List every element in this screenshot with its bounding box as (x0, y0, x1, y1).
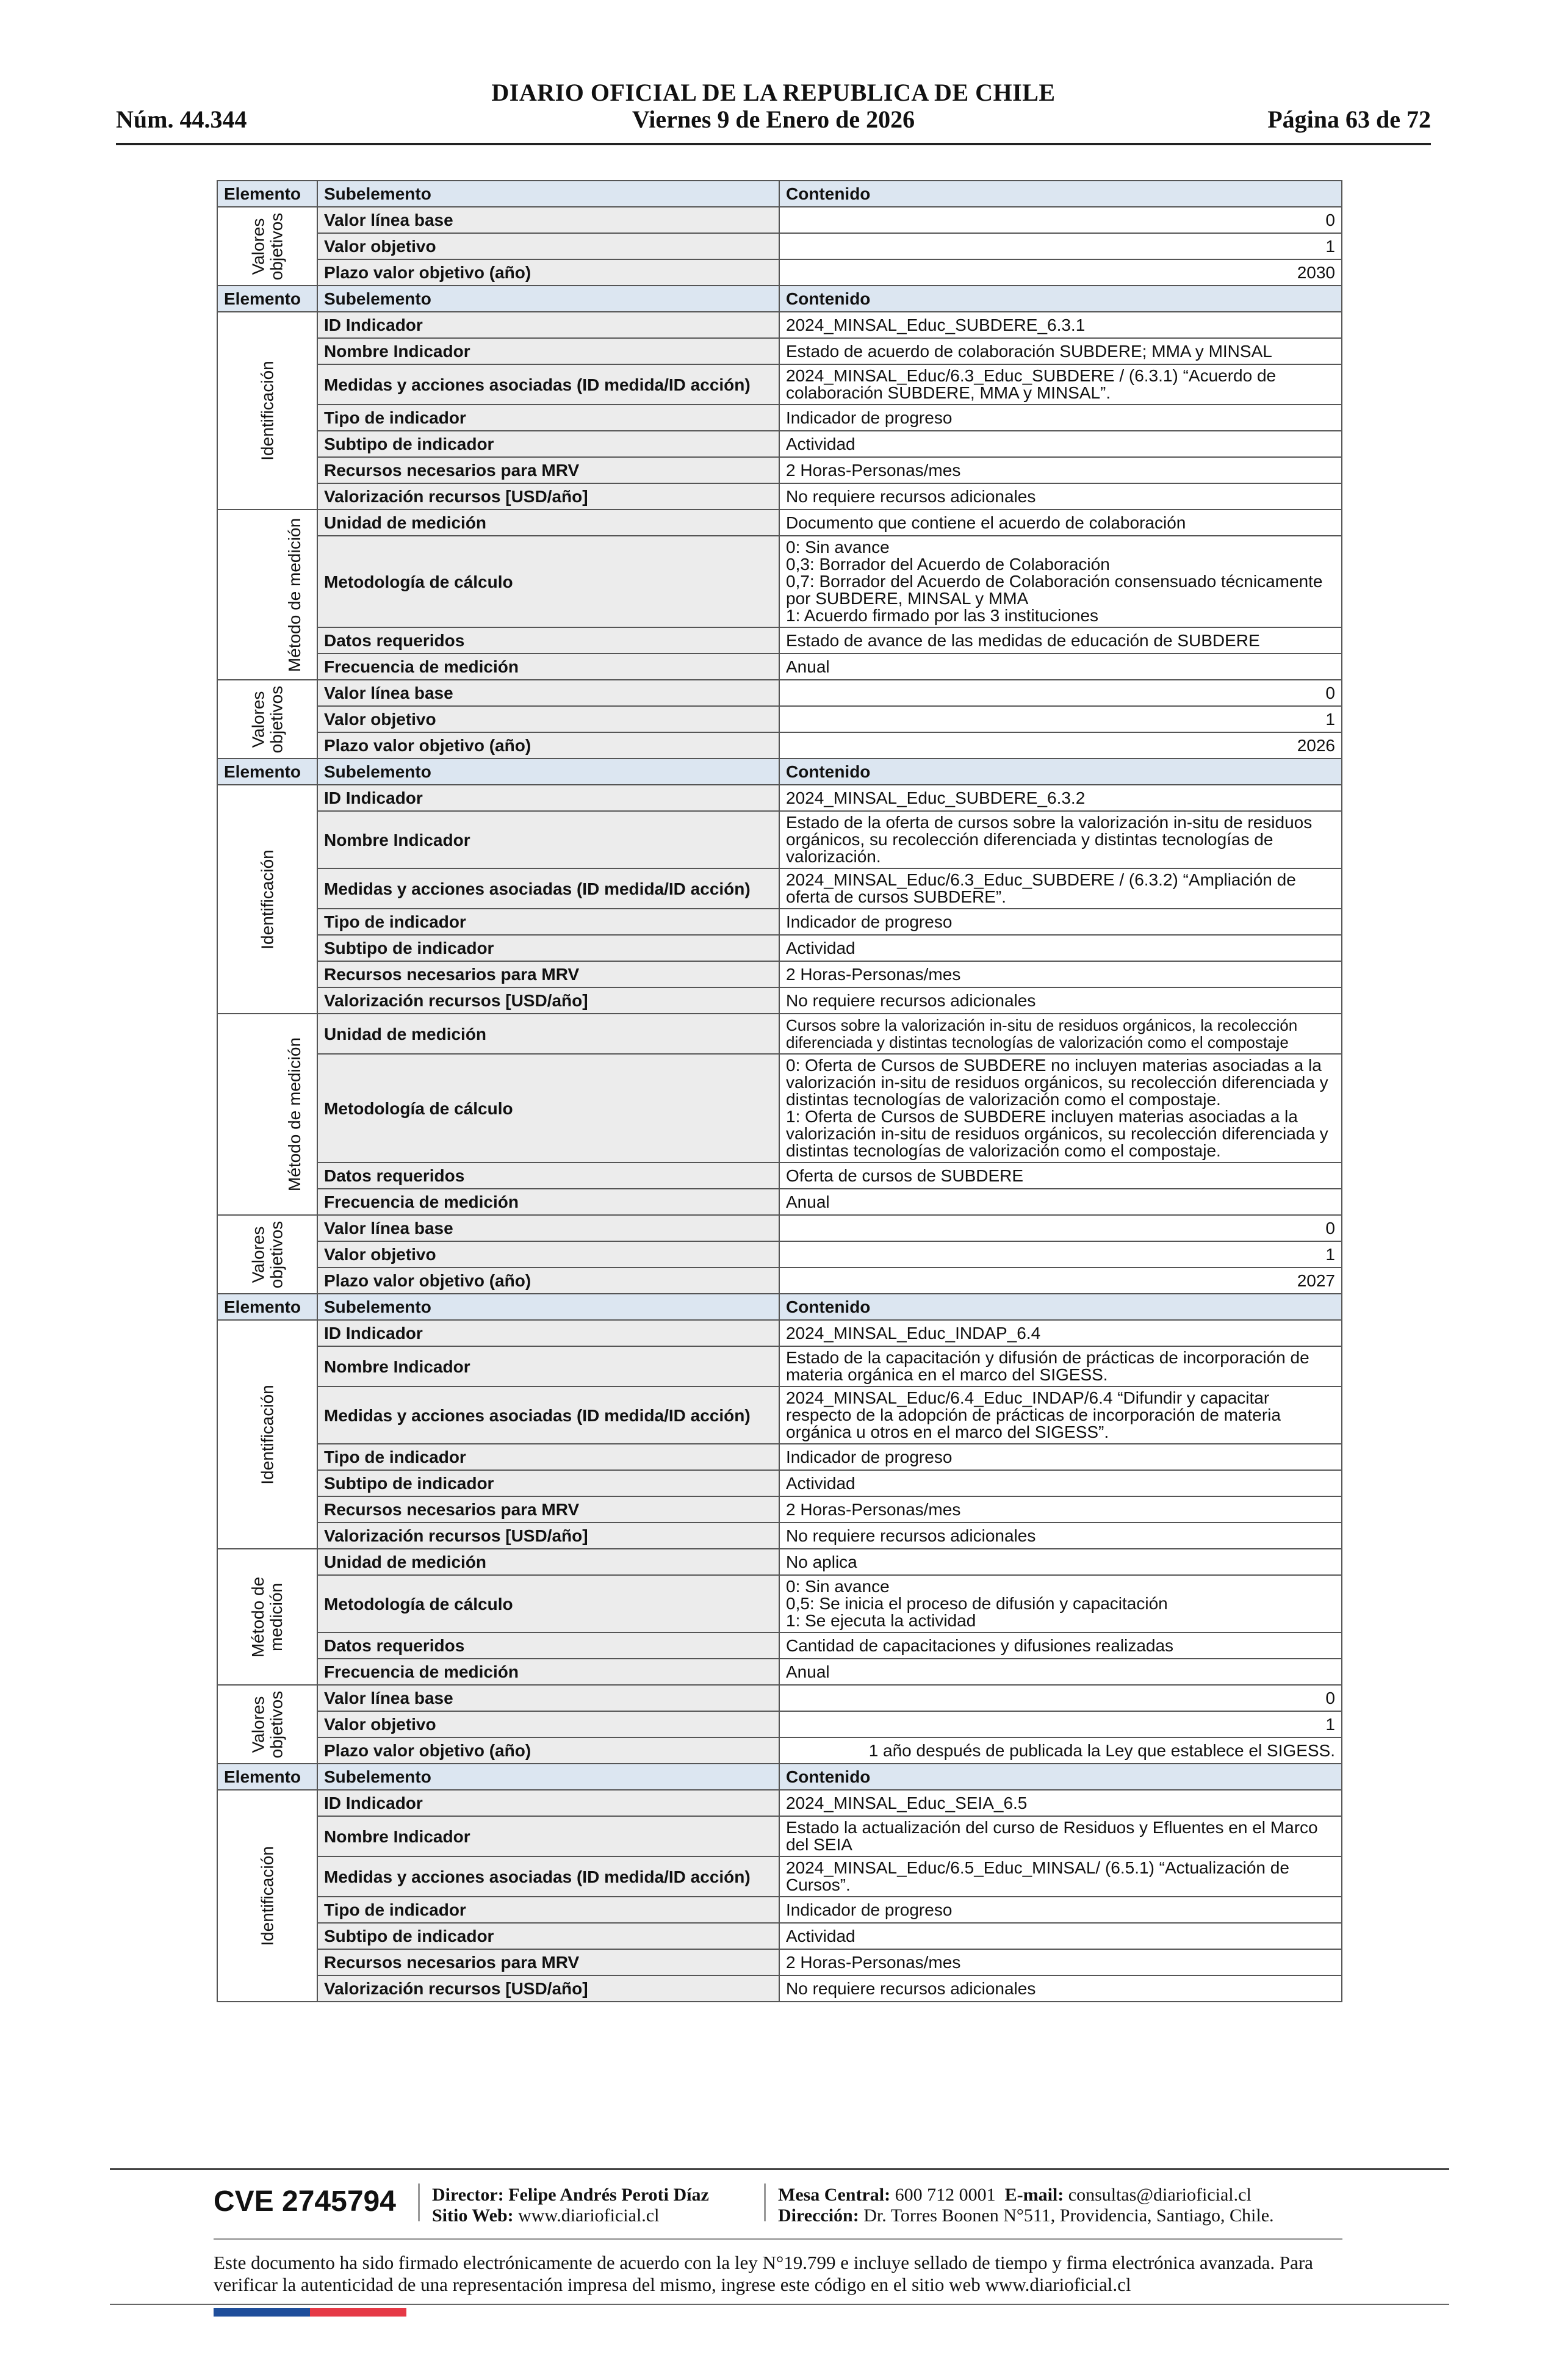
header-subelemento: Subelemento (317, 759, 779, 785)
sub-label: ID Indicador (317, 785, 779, 811)
table-row (217, 312, 1342, 338)
cell-value: 2024_MINSAL_Educ_SUBDERE_6.3.1 (779, 312, 1342, 338)
sub-label: Medidas y acciones asociadas (ID medida/ID acción) (317, 868, 779, 909)
cell-value: Actividad (779, 935, 1342, 961)
sub-label: Plazo valor objetivo (año) (317, 259, 779, 286)
table-row (217, 1523, 1342, 1549)
table-row (217, 1014, 1342, 1054)
table-header-row (217, 286, 1342, 312)
sub-label: Unidad de medición (317, 1549, 779, 1575)
cell-value: Anual (779, 1659, 1342, 1685)
section-valores-objetivos (217, 1215, 317, 1294)
cell-value: 0 (779, 1685, 1342, 1711)
table-row (217, 457, 1342, 483)
page-number: Página 63 de 72 (1267, 106, 1431, 133)
table-row (217, 1163, 1342, 1189)
cell-value (779, 1575, 1342, 1632)
table-row (217, 364, 1342, 405)
section-label: objetivos (266, 685, 286, 753)
website-label: Sitio Web: (432, 2205, 514, 2226)
section-label: objetivos (266, 1690, 286, 1758)
table-row (217, 680, 1342, 706)
sub-label: Medidas y acciones asociadas (ID medida/ID acción) (317, 1856, 779, 1897)
table-row (217, 536, 1342, 627)
table-row (217, 732, 1342, 759)
table-row (217, 785, 1342, 811)
sub-label: Valor objetivo (317, 1711, 779, 1737)
cell-value: Actividad (779, 1470, 1342, 1496)
sub-label: Medidas y acciones asociadas (ID medida/ID acción) (317, 1387, 779, 1444)
cell-value: No aplica (779, 1549, 1342, 1575)
sub-label: Nombre Indicador (317, 1816, 779, 1856)
table-row (217, 1659, 1342, 1685)
cell-value: Estado de la oferta de cursos sobre la valorización in-situ de residuos orgánicos, su recolección diferenciada y distintas tecnologías de valorización. (779, 811, 1342, 868)
header-elemento: Elemento (217, 181, 317, 207)
sub-label: Valorización recursos [USD/año] (317, 987, 779, 1014)
cell-value: 0 (779, 680, 1342, 706)
section-label: Valores (248, 1696, 267, 1753)
cell-value: 0 (779, 1215, 1342, 1241)
table-row (217, 259, 1342, 286)
sub-label: Valor línea base (317, 1215, 779, 1241)
cell-value (779, 1054, 1342, 1163)
section-label: Identificación (258, 849, 277, 950)
sub-label: ID Indicador (317, 1320, 779, 1346)
sub-label: Recursos necesarios para MRV (317, 1949, 779, 1975)
sub-label: Tipo de indicador (317, 909, 779, 935)
cell-value: 2 Horas-Personas/mes (779, 457, 1342, 483)
table-row (217, 1856, 1342, 1897)
method-line: 0,5: Se inicia el proceso de difusión y capacitación (786, 1594, 1168, 1613)
sub-label: Valor línea base (317, 1685, 779, 1711)
cell-value: 1 (779, 1711, 1342, 1737)
sub-label: Nombre Indicador (317, 338, 779, 364)
cell-value: 0 (779, 207, 1342, 233)
mesa-phone: 600 712 0001 (895, 2185, 996, 2205)
table-row (217, 405, 1342, 431)
cell-value: 1 año después de publicada la Ley que establece el SIGESS. (779, 1737, 1342, 1764)
table-row (217, 1975, 1342, 2002)
sub-label: Unidad de medición (317, 1014, 779, 1054)
table-row (217, 1444, 1342, 1470)
sub-label: Valor objetivo (317, 706, 779, 732)
table-row (217, 1189, 1342, 1215)
cell-value: No requiere recursos adicionales (779, 1975, 1342, 2002)
table-row (217, 1632, 1342, 1659)
indicators-table-wrapper (217, 180, 1341, 2002)
cell-value: No requiere recursos adicionales (779, 987, 1342, 1014)
cell-value: 2 Horas-Personas/mes (779, 1949, 1342, 1975)
flag-stripe-red (310, 2308, 406, 2317)
header-contenido: Contenido (779, 286, 1342, 312)
table-header-row (217, 1764, 1342, 1790)
footer-divider (110, 2304, 1449, 2305)
table-header-row (217, 759, 1342, 785)
section-label: Método de medición (285, 1037, 304, 1192)
cell-value: 2024_MINSAL_Educ/6.3_Educ_SUBDERE / (6.3.1) “Acuerdo de colaboración SUBDERE, MMA y MINSAL”. (779, 364, 1342, 405)
table-row (217, 909, 1342, 935)
table-row (217, 1923, 1342, 1949)
sub-label: Metodología de cálculo (317, 1054, 779, 1163)
table-row (217, 811, 1342, 868)
section-identificacion (217, 785, 317, 1014)
cell-value: 2 Horas-Personas/mes (779, 1496, 1342, 1523)
method-line: 0,3: Borrador del Acuerdo de Colaboración (786, 555, 1110, 574)
footer-director (432, 2185, 709, 2226)
cell-value: Anual (779, 1189, 1342, 1215)
footer-separator (764, 2183, 766, 2221)
cell-value: 2024_MINSAL_Educ_SEIA_6.5 (779, 1790, 1342, 1816)
header-elemento: Elemento (217, 759, 317, 785)
table-row (217, 654, 1342, 680)
sub-label: Valorización recursos [USD/año] (317, 483, 779, 510)
cell-value: Documento que contiene el acuerdo de colaboración (779, 510, 1342, 536)
section-valores-objetivos (217, 1685, 317, 1764)
sub-label: Frecuencia de medición (317, 1659, 779, 1685)
cve-code: CVE 2745794 (214, 2185, 396, 2218)
sub-label: Subtipo de indicador (317, 431, 779, 457)
director-name: Felipe Andrés Peroti Díaz (508, 2185, 709, 2205)
sub-label: Subtipo de indicador (317, 1470, 779, 1496)
footer-divider (214, 2238, 1342, 2240)
method-line: 1: Acuerdo firmado por las 3 instituciones (786, 606, 1099, 625)
cell-value: Indicador de progreso (779, 405, 1342, 431)
cell-value: Estado de la capacitación y difusión de prácticas de incorporación de materia orgánica en el marco del SIGESS. (779, 1346, 1342, 1387)
email-label: E-mail: (1004, 2185, 1064, 2205)
header-subelemento: Subelemento (317, 1294, 779, 1320)
header-contenido: Contenido (779, 181, 1342, 207)
table-row (217, 1685, 1342, 1711)
table-row (217, 510, 1342, 536)
section-label: medición (266, 1582, 286, 1651)
cell-value: Estado de avance de las medidas de educación de SUBDERE (779, 627, 1342, 654)
section-label: objetivos (266, 1221, 286, 1288)
cell-value: 2030 (779, 259, 1342, 286)
sub-label: Plazo valor objetivo (año) (317, 1737, 779, 1764)
cell-value: Indicador de progreso (779, 1444, 1342, 1470)
sub-label: Recursos necesarios para MRV (317, 1496, 779, 1523)
table-header-row (217, 1294, 1342, 1320)
cell-value: 2024_MINSAL_Educ_SUBDERE_6.3.2 (779, 785, 1342, 811)
cell-value: 2024_MINSAL_Educ/6.5_Educ_MINSAL/ (6.5.1) “Actualización de Cursos”. (779, 1856, 1342, 1897)
table-row (217, 1346, 1342, 1387)
table-row (217, 868, 1342, 909)
table-row (217, 1215, 1342, 1241)
cell-value: 2 Horas-Personas/mes (779, 961, 1342, 987)
table-row (217, 935, 1342, 961)
sub-label: Datos requeridos (317, 1163, 779, 1189)
cell-value: Estado de acuerdo de colaboración SUBDERE; MMA y MINSAL (779, 338, 1342, 364)
cell-value: Indicador de progreso (779, 909, 1342, 935)
cell-value: Actividad (779, 431, 1342, 457)
sub-label: Metodología de cálculo (317, 536, 779, 627)
table-row (217, 1320, 1342, 1346)
header-elemento: Elemento (217, 286, 317, 312)
sub-label: ID Indicador (317, 1790, 779, 1816)
table-row (217, 1737, 1342, 1764)
sub-label: Unidad de medición (317, 510, 779, 536)
table-row (217, 1387, 1342, 1444)
address-label: Dirección: (778, 2205, 859, 2226)
sub-label: Plazo valor objetivo (año) (317, 1268, 779, 1294)
issue-date: Viernes 9 de Enero de 2026 (632, 106, 915, 133)
mesa-label: Mesa Central: (778, 2185, 891, 2205)
director-label: Director: (432, 2185, 504, 2205)
section-identificacion (217, 1320, 317, 1549)
sub-label: Recursos necesarios para MRV (317, 961, 779, 987)
section-label: Valores (248, 218, 267, 275)
cell-value: Cantidad de capacitaciones y difusiones realizadas (779, 1632, 1342, 1659)
method-line: 1: Oferta de Cursos de SUBDERE incluyen materias asociadas a la valorización in-situ de residuos orgánicos, su recolección diferenciada y distintas tecnologías de valorización como el compostaje. (786, 1107, 1328, 1160)
section-label: Valores (248, 691, 267, 748)
cell-value: 2027 (779, 1268, 1342, 1294)
sub-label: Tipo de indicador (317, 405, 779, 431)
section-label: Identificación (258, 361, 277, 461)
sub-label: Metodología de cálculo (317, 1575, 779, 1632)
cell-value: 2024_MINSAL_Educ_INDAP_6.4 (779, 1320, 1342, 1346)
sub-label: Tipo de indicador (317, 1444, 779, 1470)
cell-value: Oferta de cursos de SUBDERE (779, 1163, 1342, 1189)
table-row (217, 207, 1342, 233)
header-elemento: Elemento (217, 1294, 317, 1320)
table-row (217, 1496, 1342, 1523)
method-line: 0: Sin avance (786, 538, 890, 557)
email-link[interactable]: consultas@diarioficial.cl (1068, 2185, 1252, 2205)
table-row (217, 1575, 1342, 1632)
section-identificacion (217, 1790, 317, 2002)
table-row (217, 1897, 1342, 1923)
table-row (217, 1470, 1342, 1496)
sub-label: Nombre Indicador (317, 811, 779, 868)
sub-label: Valorización recursos [USD/año] (317, 1523, 779, 1549)
method-line: 0: Sin avance (786, 1577, 890, 1596)
table-row (217, 1268, 1342, 1294)
page-header (116, 74, 1431, 145)
table-row (217, 1711, 1342, 1737)
table-row (217, 627, 1342, 654)
cell-value: Cursos sobre la valorización in-situ de residuos orgánicos, la recolección diferenciada y distintas tecnologías de valorización como el compostaje (779, 1014, 1342, 1054)
cell-value: 2024_MINSAL_Educ/6.3_Educ_SUBDERE / (6.3.2) “Ampliación de oferta de cursos SUBDERE”. (779, 868, 1342, 909)
legal-notice: Este documento ha sido firmado electrónicamente de acuerdo con la ley N°19.799 e incluye sellado de tiempo y firma electrónica avanzada. Para verificar la autenticidad de una representación impresa del mismo, ingrese este código en el sitio web www.diarioficial.cl (214, 2252, 1313, 2295)
cell-value: 2024_MINSAL_Educ/6.4_Educ_INDAP/6.4 “Difundir y capacitar respecto de la adopción de prácticas de incorporación de materia orgánica u otros en el marco del SIGESS”. (779, 1387, 1342, 1444)
address-text: Dr. Torres Boonen N°511, Providencia, Santiago, Chile. (863, 2205, 1274, 2226)
table-row (217, 961, 1342, 987)
sub-label: Valor objetivo (317, 1241, 779, 1268)
footer-divider (110, 2168, 1449, 2170)
table-row (217, 431, 1342, 457)
cell-value: Anual (779, 654, 1342, 680)
sub-label: Valor objetivo (317, 233, 779, 259)
table-row (217, 1549, 1342, 1575)
cell-value: 1 (779, 706, 1342, 732)
footer-contact (778, 2185, 1274, 2226)
section-metodo-medicion (217, 1014, 317, 1215)
method-line: 1: Se ejecuta la actividad (786, 1611, 976, 1630)
section-label: Método de (248, 1576, 267, 1657)
method-line: 0,7: Borrador del Acuerdo de Colaboración consensuado técnicamente por SUBDERE, MINSAL y MMA (786, 572, 1323, 608)
sub-label: ID Indicador (317, 312, 779, 338)
section-valores-objetivos (217, 207, 317, 286)
sub-label: Datos requeridos (317, 627, 779, 654)
cell-value: No requiere recursos adicionales (779, 1523, 1342, 1549)
table-row (217, 233, 1342, 259)
table-row (217, 1790, 1342, 1816)
cell-value: 1 (779, 1241, 1342, 1268)
header-elemento: Elemento (217, 1764, 317, 1790)
cell-value: 1 (779, 233, 1342, 259)
method-line: 0: Oferta de Cursos de SUBDERE no incluyen materias asociadas a la valorización in-situ de residuos orgánicos, su recolección diferenciada y distintas tecnologías de valorización como el compostaje. (786, 1056, 1328, 1109)
section-label: Identificación (258, 1384, 277, 1485)
header-contenido: Contenido (779, 759, 1342, 785)
cell-value: Indicador de progreso (779, 1897, 1342, 1923)
sub-label: Datos requeridos (317, 1632, 779, 1659)
sub-label: Nombre Indicador (317, 1346, 779, 1387)
header-contenido: Contenido (779, 1764, 1342, 1790)
website-link[interactable]: www.diarioficial.cl (518, 2205, 660, 2226)
sub-label: Valor línea base (317, 207, 779, 233)
table-header-row (217, 181, 1342, 207)
sub-label: Medidas y acciones asociadas (ID medida/ID acción) (317, 364, 779, 405)
sub-label: Frecuencia de medición (317, 654, 779, 680)
section-label: Valores (248, 1226, 267, 1283)
header-subelemento: Subelemento (317, 286, 779, 312)
table-row (217, 987, 1342, 1014)
section-identificacion (217, 312, 317, 510)
sub-label: Plazo valor objetivo (año) (317, 732, 779, 759)
section-label: Método de medición (285, 517, 304, 672)
cell-value: No requiere recursos adicionales (779, 483, 1342, 510)
sub-label: Frecuencia de medición (317, 1189, 779, 1215)
header-contenido: Contenido (779, 1294, 1342, 1320)
header-subelemento: Subelemento (317, 181, 779, 207)
cell-value: Actividad (779, 1923, 1342, 1949)
header-subelemento: Subelemento (317, 1764, 779, 1790)
table-row (217, 1241, 1342, 1268)
cell-value: Estado la actualización del curso de Residuos y Efluentes en el Marco del SEIA (779, 1816, 1342, 1856)
section-metodo-medicion (217, 1549, 317, 1685)
sub-label: Valorización recursos [USD/año] (317, 1975, 779, 2002)
section-label: objetivos (266, 212, 286, 280)
sub-label: Tipo de indicador (317, 1897, 779, 1923)
sub-label: Valor línea base (317, 680, 779, 706)
section-valores-objetivos (217, 680, 317, 759)
table-row (217, 1949, 1342, 1975)
footer-separator (418, 2183, 420, 2221)
cell-value: 2026 (779, 732, 1342, 759)
indicators-table (217, 180, 1342, 2002)
table-row (217, 483, 1342, 510)
section-metodo-medicion (217, 510, 317, 680)
table-row (217, 338, 1342, 364)
table-row (217, 1816, 1342, 1856)
sub-label: Recursos necesarios para MRV (317, 457, 779, 483)
section-label: Identificación (258, 1845, 277, 1946)
issue-number: Núm. 44.344 (116, 106, 247, 133)
flag-stripe-blue (214, 2308, 310, 2317)
newspaper-title: DIARIO OFICIAL DE LA REPUBLICA DE CHILE (491, 79, 1056, 106)
cell-value (779, 536, 1342, 627)
table-row (217, 1054, 1342, 1163)
table-row (217, 706, 1342, 732)
sub-label: Subtipo de indicador (317, 935, 779, 961)
sub-label: Subtipo de indicador (317, 1923, 779, 1949)
